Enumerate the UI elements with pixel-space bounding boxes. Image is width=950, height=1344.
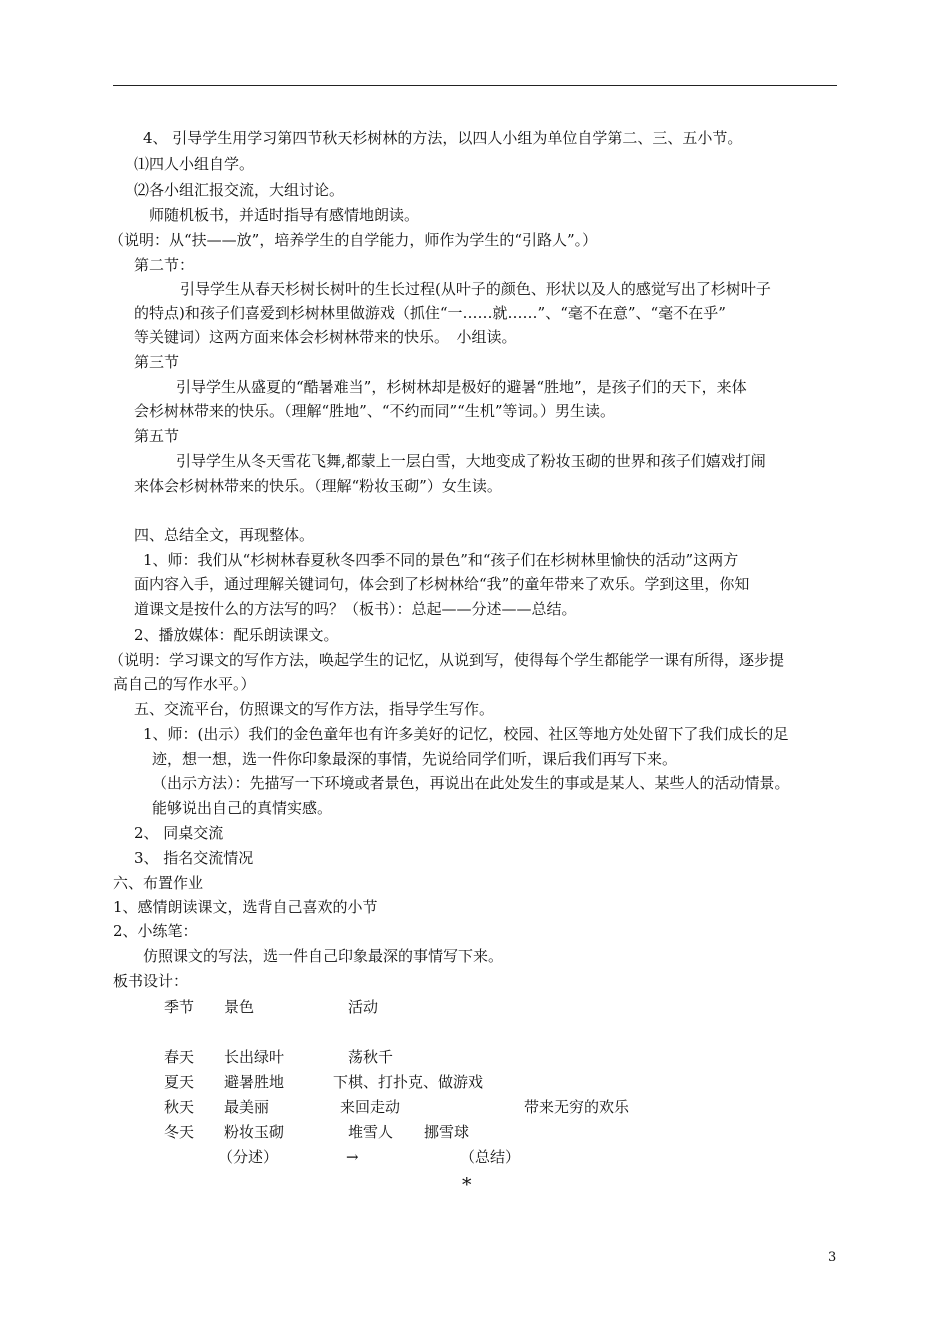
section-heading: 第三节 (134, 353, 180, 371)
text-line: ⑵各小组汇报交流，大组讨论。 (134, 181, 345, 199)
board-cell: 下棋、打扑克、做游戏 (333, 1073, 484, 1091)
text-line: 能够说出自己的真情实感。 (152, 799, 333, 817)
text-line: 来体会杉树林带来的快乐。（理解“粉妆玉砌”）女生读。 (134, 477, 502, 495)
text-line: 2、播放媒体：配乐朗读课文。 (134, 626, 339, 644)
board-cell: 粉妆玉砌 (224, 1123, 285, 1141)
board-cell: 秋天 (164, 1098, 195, 1116)
text-line: 1、师：(出示）我们的金色童年也有许多美好的记忆，校园、社区等地方处处留下了我们成长的足 (143, 725, 789, 743)
text-line: 引导学生从冬天雪花飞舞,都蒙上一层白雪，大地变成了粉妆玉砌的世界和孩子们嬉戏打闹 (176, 452, 766, 470)
section-heading: 五、交流平台，仿照课文的写作方法，指导学生写作。 (134, 700, 495, 718)
note-line: （说明：学习课文的写作方法，唤起学生的记忆，从说到写，使得每个学生都能学一课有所得，逐步提 (109, 651, 785, 669)
board-header-activity: 活动 (348, 998, 379, 1016)
board-cell: 冬天 (164, 1123, 195, 1141)
board-cell: 来回走动 (340, 1098, 401, 1116)
board-summary: 带来无穷的欢乐 (524, 1098, 630, 1116)
page-number: 3 (828, 1250, 837, 1265)
text-line: 迹，想一想，选一件你印象最深的事情，先说给同学们听，课后我们再写下来。 (152, 750, 678, 768)
section-heading: 四、总结全文，再现整体。 (134, 526, 315, 544)
board-footer-parts: （分述） (218, 1148, 279, 1166)
text-line: （出示方法）：先描写一下环境或者景色，再说出在此处发生的事或是某人、某些人的活动情景。 (152, 774, 790, 792)
section-heading: 板书设计： (113, 972, 189, 990)
board-cell: 堆雪人 (348, 1123, 394, 1141)
board-header-scene: 景色 (224, 998, 255, 1016)
text-line: ⑴四人小组自学。 (134, 155, 255, 173)
text-line: 会杉树林带来的快乐。（理解“胜地”、“不约而同”“生机”等词。）男生读。 (134, 402, 616, 420)
text-line: 等关键词）这两方面来体会杉树林带来的快乐。 小组读。 (134, 328, 517, 346)
board-cell: 荡秋千 (348, 1048, 394, 1066)
text-line: 引导学生从盛夏的“酷暑难当”，杉树林却是极好的避暑“胜地”，是孩子们的天下，来体 (176, 378, 747, 396)
text-line: 3、 指名交流情况 (134, 849, 254, 867)
board-cell: 春天 (164, 1048, 195, 1066)
board-footer-summary: （总结） (460, 1148, 521, 1166)
text-line: 1、感情朗读课文，选背自己喜欢的小节 (113, 898, 378, 916)
board-cell: 最美丽 (224, 1098, 270, 1116)
arrow-right-icon: → (346, 1148, 359, 1166)
section-heading: 第二节： (134, 256, 195, 274)
text-line: 面内容入手，通过理解关键词句，体会到了杉树林给“我”的童年带来了欢乐。学到这里，你知 (134, 575, 750, 593)
note-line: （说明：从“扶——放”，培养学生的自学能力，师作为学生的“引路人”。） (109, 231, 598, 249)
star-icon: * (462, 1174, 472, 1196)
board-cell: 避暑胜地 (224, 1073, 285, 1091)
section-heading: 第五节 (134, 427, 180, 445)
board-header-season: 季节 (164, 998, 195, 1016)
header-rule (113, 85, 837, 86)
board-cell: 长出绿叶 (224, 1048, 285, 1066)
text-line: 2、小练笔： (113, 922, 198, 940)
text-line: 仿照课文的写法，选一件自己印象最深的事情写下来。 (143, 947, 504, 965)
section-heading: 六、布置作业 (113, 874, 204, 892)
note-line: 高自己的写作水平。） (113, 675, 256, 693)
text-line: 1、师：我们从“杉树林春夏秋冬四季不同的景色”和“孩子们在杉树林里愉快的活动”这两方 (143, 551, 739, 569)
text-line: 的特点)和孩子们喜爱到杉树林里做游戏（抓住“一……就……”、“毫不在意”、“毫不在乎” (134, 304, 726, 322)
text-line: 师随机板书，并适时指导有感情地朗读。 (149, 206, 420, 224)
text-line: 2、 同桌交流 (134, 824, 224, 842)
text-line: 道课文是按什么的方法写的吗？（板书）：总起——分述——总结。 (134, 600, 577, 618)
text-line: 4、 引导学生用学习第四节秋天杉树林的方法，以四人小组为单位自学第二、三、五小节。 (143, 129, 743, 147)
board-cell: 挪雪球 (424, 1123, 470, 1141)
text-line: 引导学生从春天杉树长树叶的生长过程(从叶子的颜色、形状以及人的感觉写出了杉树叶子 (180, 280, 771, 298)
board-cell: 夏天 (164, 1073, 195, 1091)
